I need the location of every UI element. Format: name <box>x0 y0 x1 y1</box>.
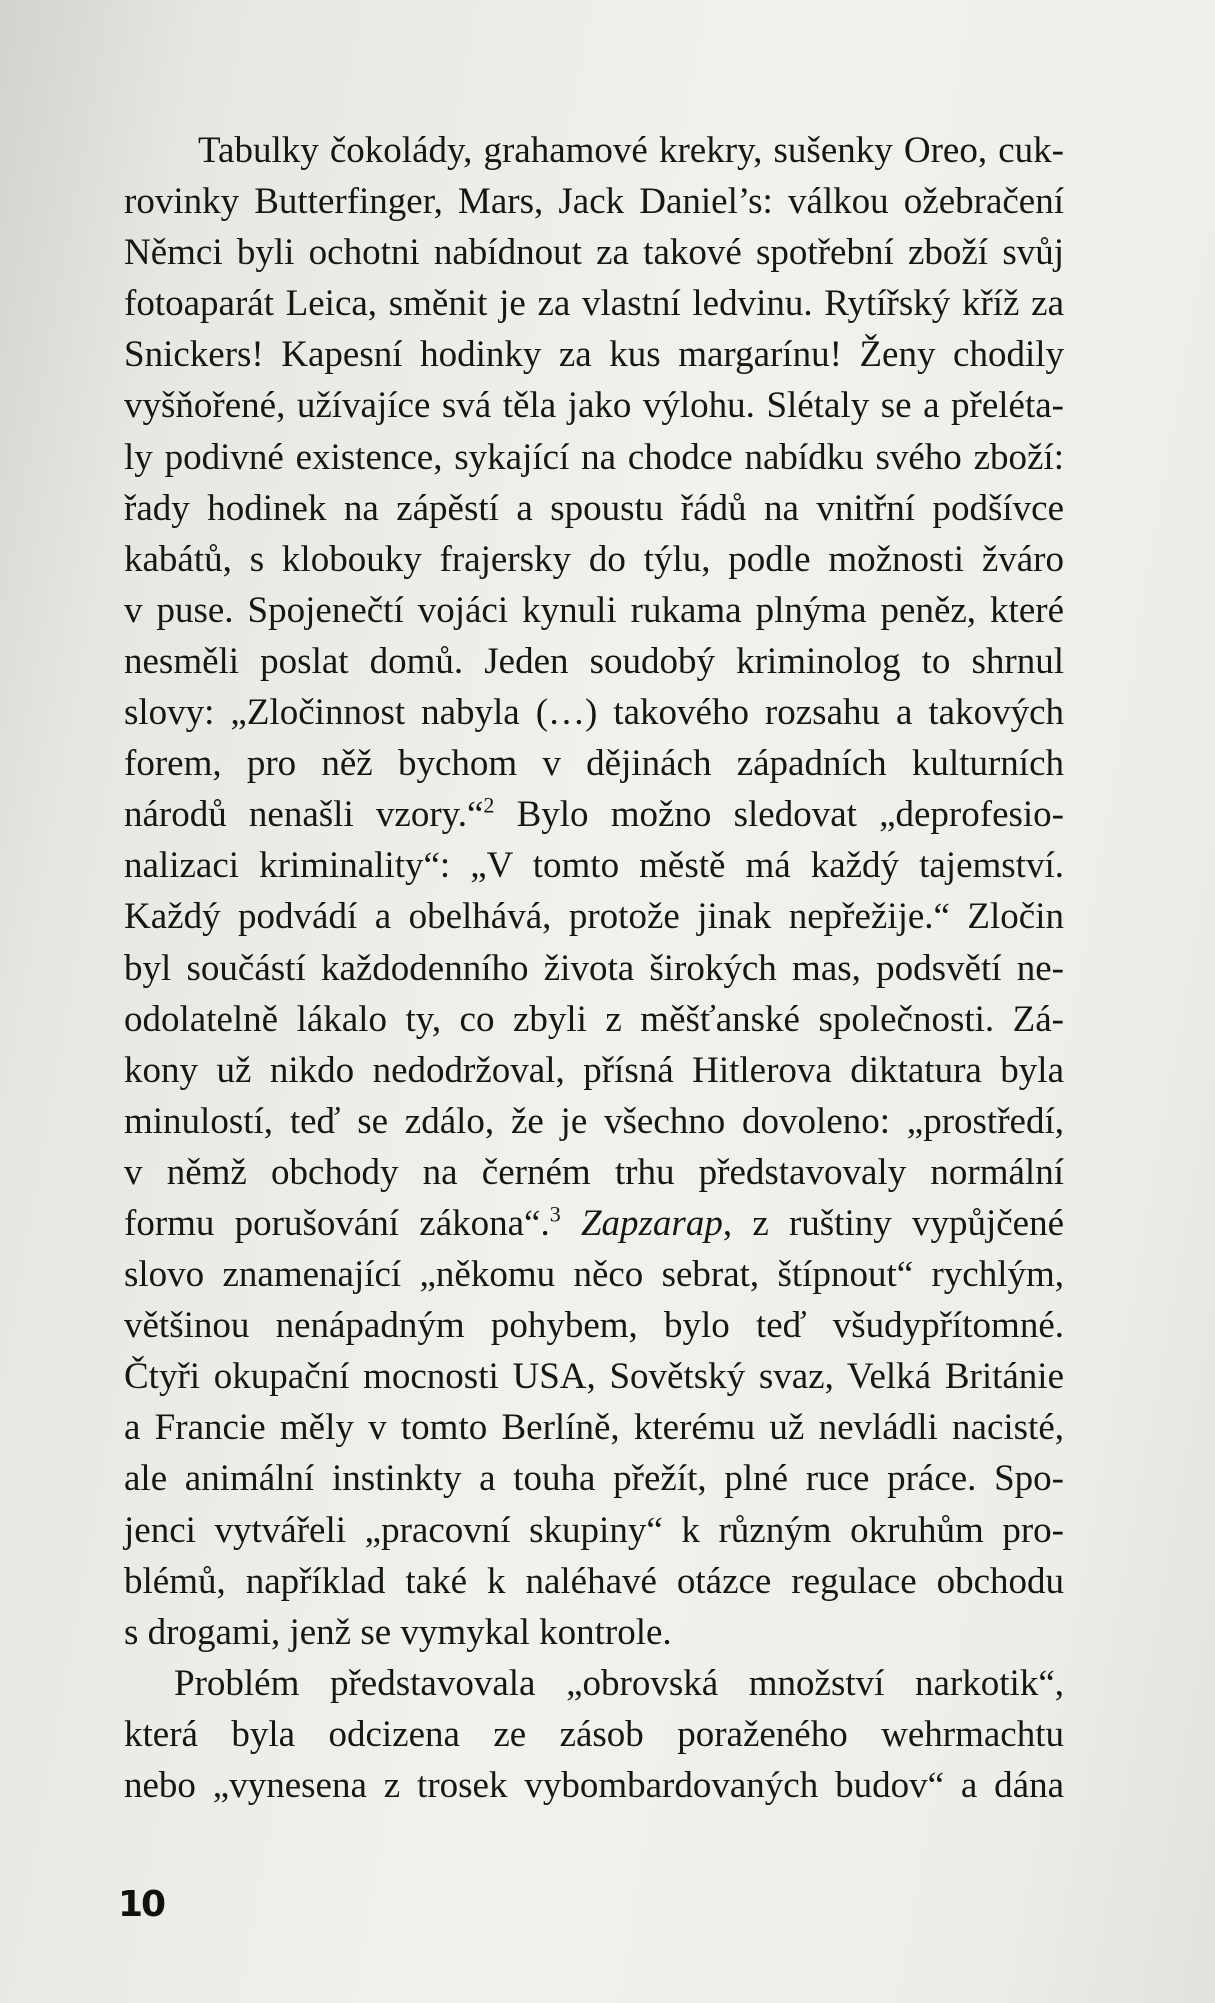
text-line: Čtyři okupační mocnosti USA, Sovětský svaz, Velká Británie <box>124 1356 1064 1398</box>
text-line-with-footnote <box>124 789 1064 840</box>
text-line: odolatelně lákalo ty, co zbyli z měšťanské společnosti. Zá- <box>124 998 1064 1040</box>
text-line: minulostí, teď se zdálo, že je všechno dovoleno: „prostředí, <box>124 1100 1064 1142</box>
text-line: v puse. Spojenečtí vojáci kynuli rukama plnýma peněz, které <box>124 589 1064 631</box>
text-segment: Bylo možno sledovat „deprofesio- <box>494 794 1064 836</box>
text-line: většinou nenápadným pohybem, bylo teď všudypřítomné. <box>124 1305 1064 1347</box>
text-line: a Francie měly v tomto Berlíně, kterému už nevládli nacisté, <box>124 1407 1064 1449</box>
text-line: Každý podvádí a obelhává, protože jinak nepřežije.“ Zločin <box>124 896 1064 938</box>
text-line: slovo znamenající „někomu něco sebrat, štípnout“ rychlým, <box>124 1254 1064 1296</box>
text-line: řady hodinek na zápěstí a spoustu řádů na vnitřní podšívce <box>124 487 1064 529</box>
text-line: v němž obchody na černém trhu představovaly normální <box>124 1151 1064 1193</box>
text-line: slovy: „Zločinnost nabyla (…) takového rozsahu a takových <box>124 692 1064 734</box>
text-line: Snickers! Kapesní hodinky za kus margarínu! Ženy chodily <box>124 334 1064 376</box>
text-line: nesměli poslat domů. Jeden soudobý kriminolog to shrnul <box>124 640 1064 682</box>
paragraph-2 <box>124 1658 1064 1811</box>
footnote-marker: 2 <box>483 792 495 818</box>
text-line: byl součástí každodenního života širokých mas, podsvětí ne- <box>124 947 1064 989</box>
text-line: která byla odcizena ze zásob poraženého wehrmachtu <box>124 1713 1064 1755</box>
text-segment: , z ruštiny vypůjčené <box>722 1202 1064 1244</box>
italic-term: Zapzarap <box>580 1202 723 1244</box>
text-line: blémů, například také k naléhavé otázce regulace obchodu <box>124 1560 1064 1602</box>
paragraph-1 <box>124 125 1064 1658</box>
text-line: nebo „vynesena z trosek vybombardovaných budov“ a dána <box>124 1765 1064 1806</box>
text-line: jenci vytvářeli „pracovní skupiny“ k různým okruhům pro- <box>124 1509 1064 1551</box>
text-line: Němci byli ochotni nabídnout za takové spotřební zboží svůj <box>124 232 1064 274</box>
text-line: fotoaparát Leica, směnit je za vlastní ledvinu. Rytířský kříž za <box>124 283 1064 325</box>
body-text <box>124 125 1064 1811</box>
text-line: nalizaci kriminality“: „V tomto městě má každý tajemství. <box>124 845 1064 887</box>
text-line: ale animální instinkty a touha přežít, plné ruce práce. Spo- <box>124 1458 1064 1500</box>
page-number: 10 <box>118 1884 165 1925</box>
footnote-marker: 3 <box>549 1201 561 1227</box>
text-line: s drogami, jenž se vymykal kontrole. <box>124 1611 672 1653</box>
text-line: kabátů, s klobouky frajersky do týlu, podle možnosti žváro <box>124 538 1064 580</box>
text-line: kony už nikdo nedodržoval, přísná Hitlerova diktatura byla <box>124 1049 1064 1091</box>
text-line: vyšňořené, užívajíce svá těla jako výlohu. Slétaly se a přeléta- <box>124 385 1064 427</box>
text-line: Tabulky čokolády, grahamové krekry, sušenky Oreo, cuk- <box>198 130 1064 171</box>
text-line: ly podivné existence, sykající na chodce nabídku svého zboží: <box>124 436 1064 478</box>
text-segment: formu porušování zákona“. <box>124 1202 550 1244</box>
text-line: rovinky Butterfinger, Mars, Jack Daniel’s: válkou ožebračení <box>124 181 1064 223</box>
text-segment: národů nenašli vzory.“ <box>124 794 484 836</box>
text-line: Problém představovala „obrovská množství narkotik“, <box>174 1662 1064 1704</box>
text-line-with-footnote <box>124 1198 1064 1249</box>
text-line: forem, pro něž bychom v dějinách západních kulturních <box>124 743 1064 785</box>
